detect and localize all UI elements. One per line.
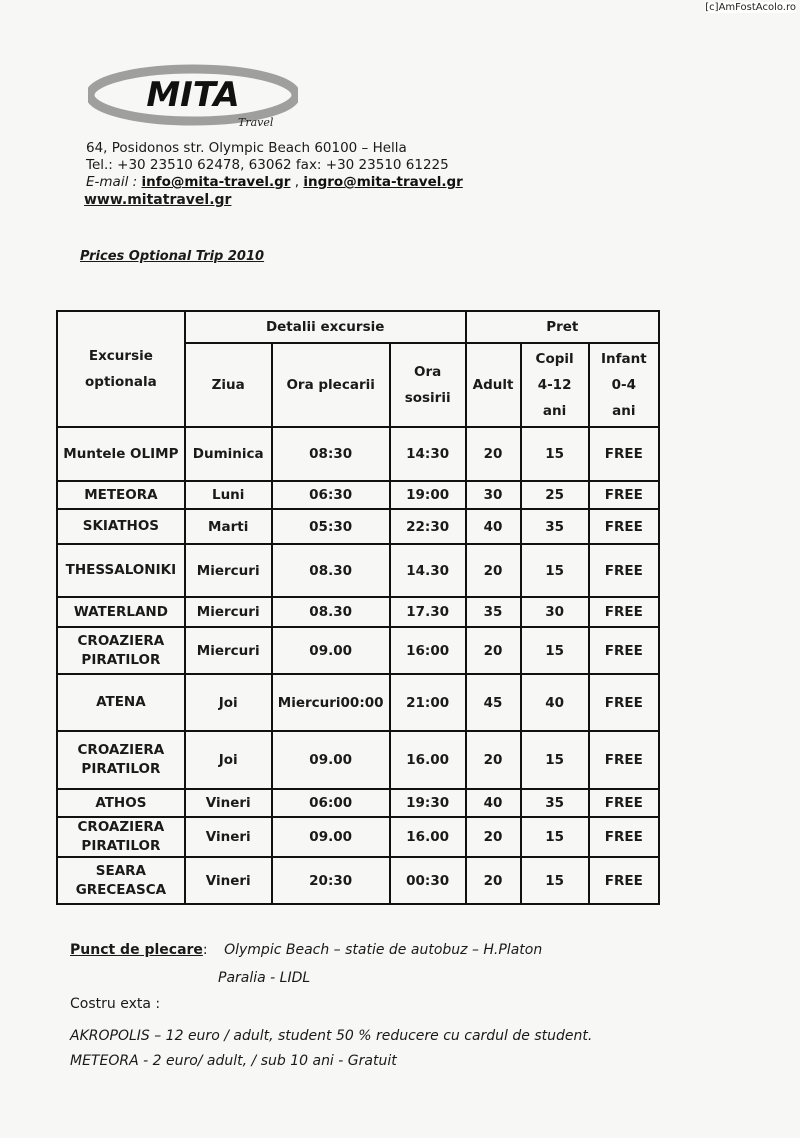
cell-arrival-time: 19:00 <box>390 481 466 509</box>
cell-day: Duminica <box>185 427 272 481</box>
cell-departure-time: 08.30 <box>272 544 390 597</box>
phone-line: Tel.: +30 23510 62478, 63062 fax: +30 23510 61225 <box>86 157 449 173</box>
cell-day: Vineri <box>185 857 272 904</box>
header-adult: Adult <box>466 343 521 427</box>
cell-excursion: Muntele OLIMP <box>57 427 185 481</box>
cell-price-infant: FREE <box>589 731 659 789</box>
cell-price-child: 35 <box>521 789 589 817</box>
cell-price-adult: 30 <box>466 481 521 509</box>
cell-excursion: THESSALONIKI <box>57 544 185 597</box>
cell-price-adult: 45 <box>466 674 521 731</box>
cell-excursion: CROAZIERA PIRATILOR <box>57 731 185 789</box>
header-excursie: Excursie optionala <box>57 311 185 427</box>
cell-price-child: 40 <box>521 674 589 731</box>
cell-arrival-time: 21:00 <box>390 674 466 731</box>
cell-price-child: 35 <box>521 509 589 544</box>
table-row <box>57 597 659 627</box>
table-row <box>57 789 659 817</box>
cell-arrival-time: 00:30 <box>390 857 466 904</box>
cell-arrival-time: 14:30 <box>390 427 466 481</box>
header-detalii: Detalii excursie <box>185 311 466 343</box>
email-link-ingro[interactable]: ingro@mita-travel.gr <box>303 174 463 190</box>
cell-departure-time: 08.30 <box>272 597 390 627</box>
cell-excursion: CROAZIERA PIRATILOR <box>57 817 185 857</box>
watermark: [c]AmFostAcolo.ro <box>705 2 796 13</box>
cell-price-infant: FREE <box>589 857 659 904</box>
cell-excursion: ATHOS <box>57 789 185 817</box>
extra-cost-akropolis: AKROPOLIS – 12 euro / adult, student 50 % reducere cu cardul de student. <box>70 1028 593 1044</box>
extra-cost-meteora: METEORA - 2 euro/ adult, / sub 10 ani - Gratuit <box>70 1053 397 1069</box>
cell-price-infant: FREE <box>589 789 659 817</box>
cell-departure-time: Miercuri00:00 <box>272 674 390 731</box>
cell-arrival-time: 16.00 <box>390 817 466 857</box>
cell-arrival-time: 16.00 <box>390 731 466 789</box>
cell-price-child: 15 <box>521 427 589 481</box>
table-row <box>57 731 659 789</box>
cell-price-adult: 40 <box>466 789 521 817</box>
cell-price-adult: 20 <box>466 627 521 674</box>
cell-day: Miercuri <box>185 597 272 627</box>
cell-day: Vineri <box>185 789 272 817</box>
cell-departure-time: 09.00 <box>272 731 390 789</box>
cell-price-infant: FREE <box>589 481 659 509</box>
cell-price-adult: 40 <box>466 509 521 544</box>
table-row <box>57 509 659 544</box>
cell-departure-time: 09.00 <box>272 817 390 857</box>
email-line <box>86 174 463 191</box>
mita-travel-logo <box>88 62 298 132</box>
cell-price-infant: FREE <box>589 817 659 857</box>
departure-point <box>70 942 542 958</box>
cell-price-adult: 20 <box>466 427 521 481</box>
departure-location-1: Olympic Beach – statie de autobuz – H.Platon <box>224 942 543 958</box>
header-ora-plecarii: Ora plecarii <box>272 343 390 427</box>
cell-departure-time: 09.00 <box>272 627 390 674</box>
cell-price-adult: 35 <box>466 597 521 627</box>
departure-location-2: Paralia - LIDL <box>218 970 311 986</box>
email-link-info[interactable]: info@mita-travel.gr <box>141 174 291 190</box>
cell-price-child: 15 <box>521 544 589 597</box>
extra-cost-label: Costru exta : <box>70 996 161 1012</box>
address-line: 64, Posidonos str. Olympic Beach 60100 – Hella <box>86 140 407 156</box>
header-pret: Pret <box>466 311 659 343</box>
cell-price-adult: 20 <box>466 731 521 789</box>
prices-table <box>56 310 660 905</box>
cell-departure-time: 05:30 <box>272 509 390 544</box>
cell-excursion: CROAZIERA PIRATILOR <box>57 627 185 674</box>
cell-arrival-time: 17.30 <box>390 597 466 627</box>
company-address <box>86 140 463 191</box>
cell-price-infant: FREE <box>589 427 659 481</box>
cell-price-adult: 20 <box>466 817 521 857</box>
document-title: Prices Optional Trip 2010 <box>80 249 265 264</box>
table-row <box>57 674 659 731</box>
table-row <box>57 817 659 857</box>
cell-day: Marti <box>185 509 272 544</box>
cell-price-child: 15 <box>521 627 589 674</box>
departure-label: Punct de plecare <box>70 942 203 958</box>
header-infant: Infant 0-4 ani <box>589 343 659 427</box>
cell-price-child: 15 <box>521 731 589 789</box>
cell-day: Vineri <box>185 817 272 857</box>
cell-excursion: SEARA GRECEASCA <box>57 857 185 904</box>
email-separator: , <box>290 174 304 190</box>
cell-price-infant: FREE <box>589 627 659 674</box>
cell-excursion: ATENA <box>57 674 185 731</box>
table-row <box>57 627 659 674</box>
cell-arrival-time: 19:30 <box>390 789 466 817</box>
cell-excursion: WATERLAND <box>57 597 185 627</box>
svg-text:Travel: Travel <box>238 116 274 129</box>
cell-price-child: 30 <box>521 597 589 627</box>
cell-departure-time: 06:30 <box>272 481 390 509</box>
table-row <box>57 857 659 904</box>
cell-price-child: 25 <box>521 481 589 509</box>
website-link[interactable]: www.mitatravel.gr <box>84 192 232 208</box>
cell-day: Miercuri <box>185 544 272 597</box>
cell-excursion: SKIATHOS <box>57 509 185 544</box>
cell-departure-time: 06:00 <box>272 789 390 817</box>
cell-price-child: 15 <box>521 857 589 904</box>
cell-departure-time: 08:30 <box>272 427 390 481</box>
table-row <box>57 427 659 481</box>
departure-colon: : <box>202 942 208 958</box>
cell-price-infant: FREE <box>589 509 659 544</box>
header-copil: Copil 4-12 ani <box>521 343 589 427</box>
cell-price-adult: 20 <box>466 544 521 597</box>
table-row <box>57 544 659 597</box>
cell-day: Miercuri <box>185 627 272 674</box>
cell-day: Luni <box>185 481 272 509</box>
cell-departure-time: 20:30 <box>272 857 390 904</box>
header-ora-sosirii: Ora sosirii <box>390 343 466 427</box>
cell-price-infant: FREE <box>589 674 659 731</box>
header-ziua: Ziua <box>185 343 272 427</box>
cell-price-adult: 20 <box>466 857 521 904</box>
cell-price-infant: FREE <box>589 544 659 597</box>
cell-day: Joi <box>185 731 272 789</box>
cell-day: Joi <box>185 674 272 731</box>
email-label: E-mail : <box>86 174 142 190</box>
table-row <box>57 481 659 509</box>
svg-text:MITA: MITA <box>146 75 240 115</box>
cell-arrival-time: 14.30 <box>390 544 466 597</box>
cell-price-child: 15 <box>521 817 589 857</box>
cell-arrival-time: 16:00 <box>390 627 466 674</box>
cell-excursion: METEORA <box>57 481 185 509</box>
cell-arrival-time: 22:30 <box>390 509 466 544</box>
cell-price-infant: FREE <box>589 597 659 627</box>
